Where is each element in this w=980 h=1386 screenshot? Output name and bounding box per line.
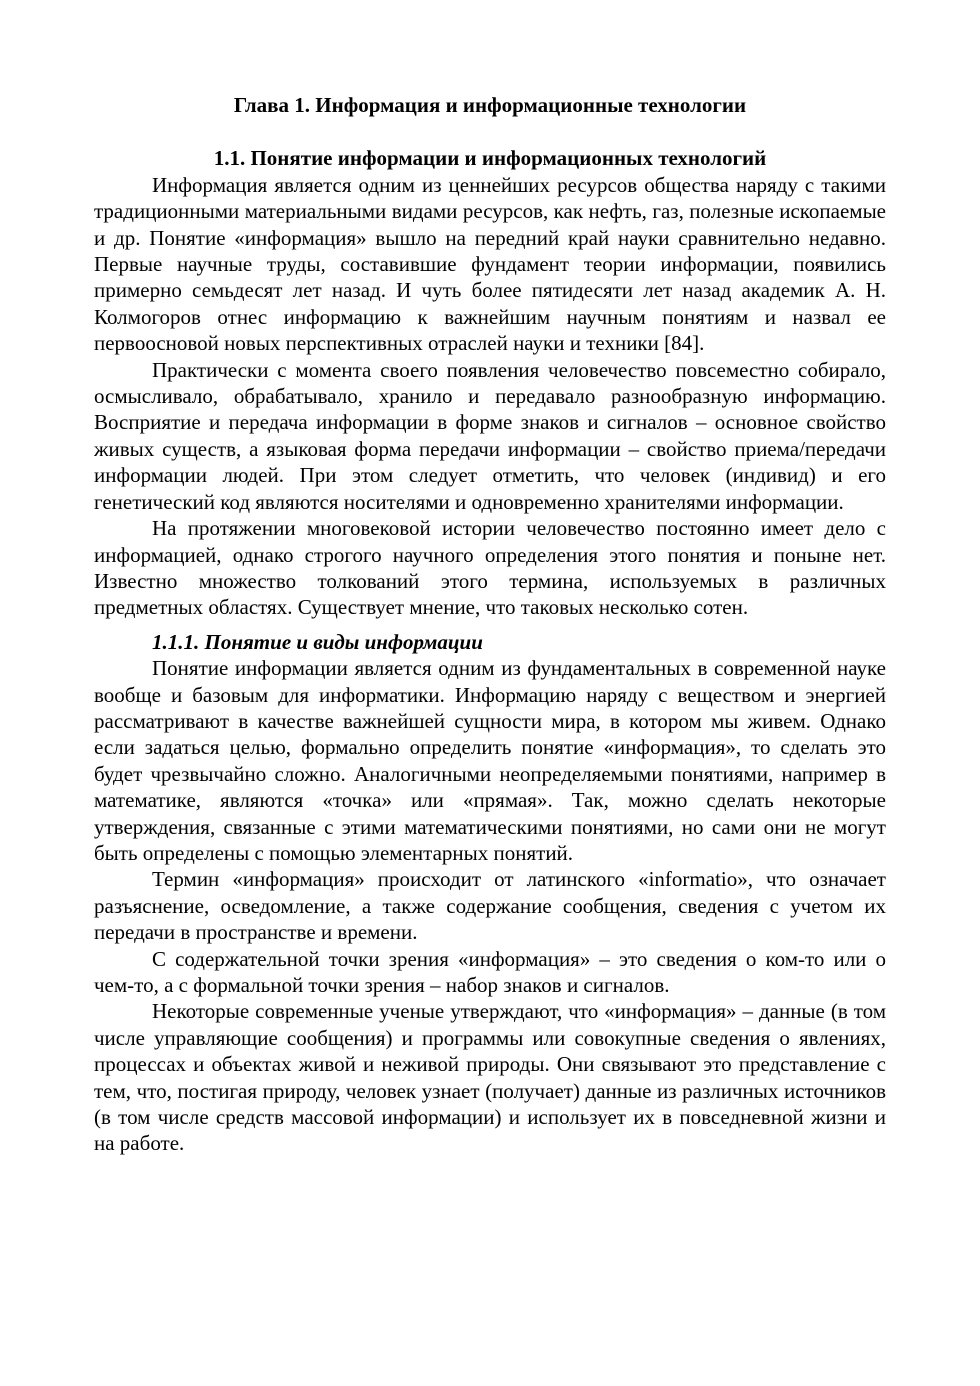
paragraph: С содержательной точки зрения «информация» – это сведения о ком-то или о чем-то, а с формальной точки зрения – набор знаков и сигналов. bbox=[94, 946, 886, 997]
paragraph: Понятие информации является одним из фундаментальных в современной науке вообще и базовым для информатики. Информацию наряду с веществом и энергией рассматривают в качестве важнейшей сущности мира, в котором мы живем. Однако если задаться целью, формально определить понятие «информация», то сделать это будет чрезвычайно сложно. Аналогичными неопределяемыми понятиями, например в математике, являются «точка» или «прямая». Так, можно сделать некоторые утверждения, связанные с этими математическими понятиями, но сами они не могут быть определены с помощью элементарных понятий. bbox=[94, 656, 886, 865]
paragraph: На протяжении многовековой истории человечество постоянно имеет дело с информацией, однако строгого научного определения этого понятия и поныне нет. Известно множество толкований этого термина, используемых в различных предметных областях. Существует мнение, что таковых несколько сотен. bbox=[94, 516, 886, 620]
chapter-title: Глава 1. Информация и информационные технологии bbox=[233, 93, 747, 117]
subsection-title: 1.1.1. Понятие и виды информации bbox=[152, 629, 483, 654]
paragraph: Некоторые современные ученые утверждают, что «информация» – данные (в том числе управляющие сообщения) и программы или совокупные сведения о явлениях, процессах и объектах живой и неживой природы. Они связывают это представление с тем, что, постигая природу, человек узнает (получает) данные из различных источников (в том числе средств массовой информации) и использует их в повседневной жизни и на работе. bbox=[94, 999, 886, 1156]
paragraph: Термин «информация» происходит от латинского «informatio», что означает разъяснение, осведомление, а также содержание сообщения, сведения с учетом их передачи в пространстве и времени. bbox=[94, 867, 886, 945]
paragraph: Практически с момента своего появления человечество повсеместно собирало, осмысливало, обрабатывало, хранило и передавало разнообразную информацию. Восприятие и передача информации в форме знаков и сигналов – основное свойство живых существ, а языковая форма передачи информации – свойство приема/передачи информации людей. При этом следует отметить, что человек (индивид) и его генетический код являются носителями и одновременно хранителями информации. bbox=[94, 357, 886, 514]
paragraph: Информация является одним из ценнейших ресурсов общества наряду с такими традиционными материальными видами ресурсов, как нефть, газ, полезные ископаемые и др. Понятие «информация» вышло на передний край науки сравнительно недавно. Первые научные труды, составившие фундамент теории информации, появились примерно семьдесят лет назад. И чуть более пятидесяти лет назад академик А. Н. Колмогоров отнес информацию к важнейшим научным понятиям и назвал ее первоосновой новых перспективных отраслей науки и техники [84]. bbox=[94, 172, 886, 356]
section-title: 1.1. Понятие информации и информационных технологий bbox=[213, 146, 767, 171]
document-page bbox=[94, 92, 886, 1157]
